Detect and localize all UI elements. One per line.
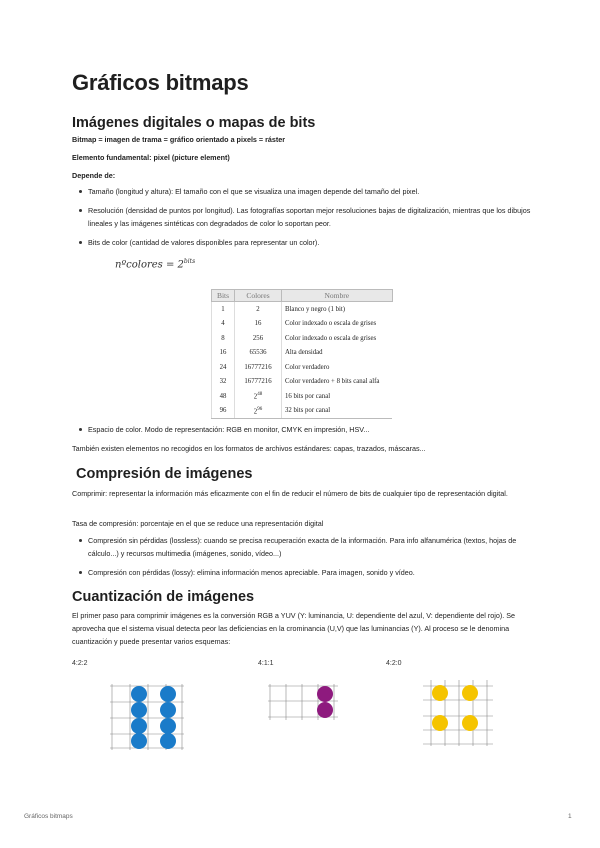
chroma-sample: [160, 686, 176, 702]
compression-rate-line: Tasa de compresión: porcentaje en el que se reduce una representación digital: [72, 519, 324, 528]
chroma-sample: [317, 686, 333, 702]
bits-table: [211, 289, 393, 419]
extra-elements-line: También existen elementos no recogidos en los formatos de archivos estándares: capas, trazados, máscaras...: [72, 444, 426, 453]
footer-title: Gráficos bitmaps: [24, 813, 73, 820]
color-space-list: [72, 423, 532, 436]
table-header: Nombre: [282, 290, 393, 302]
table-header: Bits: [212, 290, 235, 302]
chroma-sample: [131, 686, 147, 702]
list-item: Compresión sin pérdidas (lossless): cuando se precisa recuperación exacta de la información. Para info alfanumérica (textos, hojas de cálculo...) y recursos multimedia (imágenes, sonido, vídeo...): [72, 534, 532, 560]
section-heading-compression: Compresión de imágenes: [76, 466, 253, 482]
table-row: 48 $2^{48}$ 16 bits por canal: [212, 389, 393, 404]
list-item: Espacio de color. Modo de representación: RGB en monitor, CMYK en impresión, HSV...: [72, 423, 532, 436]
page-title: Gráficos bitmaps: [72, 70, 249, 95]
compression-list: [72, 534, 532, 579]
chroma-sample: [131, 702, 147, 718]
list-item: Bits de color (cantidad de valores disponibles para representar un color).: [72, 236, 532, 249]
table-row: 1 2 Blanco y negro (1 bit): [212, 302, 393, 317]
diagram-422: [108, 684, 184, 750]
chroma-sample: [432, 715, 448, 731]
diagram-411: [268, 684, 338, 720]
chroma-sample: [160, 702, 176, 718]
list-item: Tamaño (longitud y altura): El tamaño con el que se visualiza una imagen depende del tamaño del pixel.: [72, 185, 532, 198]
table-row: 32 16777216 Color verdadero + 8 bits canal alfa: [212, 375, 393, 390]
chroma-sample: [131, 718, 147, 734]
scheme-label-420: 4:2:0: [386, 660, 402, 667]
table-row: 4 16 Color indexado o escala de grises: [212, 317, 393, 332]
scheme-label-422: 4:2:2: [72, 660, 88, 667]
definition-line: Bitmap = imagen de trama = gráfico orientado a pixels = ráster: [72, 135, 286, 144]
chroma-sample: [160, 733, 176, 749]
table-header: Colores: [235, 290, 282, 302]
table-row: 8 256 Color indexado o escala de grises: [212, 331, 393, 346]
depends-list: [72, 185, 532, 249]
depends-on-line: Depende de:: [72, 171, 116, 180]
compress-definition: Comprimir: representar la información más eficazmente con el fin de reducir el número de bits de cualquier tipo de representación digital.: [72, 489, 508, 498]
list-item: Resolución (densidad de puntos por longitud). Las fotografías soportan mejor resoluciones bajas de digitalización, mientras que los dibujos lineales y las imágenes sintéticas con degradados de color lo soportan peor.: [72, 204, 532, 230]
chroma-sample: [462, 685, 478, 701]
chroma-sample: [131, 733, 147, 749]
diagram-420: [423, 680, 493, 746]
color-formula: nºcolores = $2^{bits}$: [115, 258, 196, 271]
chroma-sample: [462, 715, 478, 731]
list-item: Compresión con pérdidas (lossy): elimina información menos apreciable. Para imagen, sonido y vídeo.: [72, 566, 532, 579]
chroma-sample: [432, 685, 448, 701]
page-number: 1: [568, 813, 572, 820]
section-heading-quantization: Cuantización de imágenes: [72, 589, 255, 605]
fundamental-element-line: Elemento fundamental: pixel (picture element): [72, 153, 230, 162]
scheme-label-411: 4:1:1: [258, 660, 274, 667]
section-heading-bitmaps: Imágenes digitales o mapas de bits: [72, 115, 316, 131]
table-row: 16 65536 Alta densidad: [212, 346, 393, 361]
table-row: 96 $2^{96}$ 32 bits por canal: [212, 404, 393, 419]
quantization-paragraph: El primer paso para comprimir imágenes es la conversión RGB a YUV (Y: luminancia, U: dependiente del azul, V: dependiente del rojo). Se aprovecha que el sistema visual detecta peor las deficiencias en la crominancia (U,V) que las luminancias (Y). Al proceso se le denomina cuantización y puede presentar varios esquemas:: [72, 611, 516, 646]
chroma-sample: [160, 718, 176, 734]
table-row: 24 16777216 Color verdadero: [212, 360, 393, 375]
chroma-sample: [317, 702, 333, 718]
